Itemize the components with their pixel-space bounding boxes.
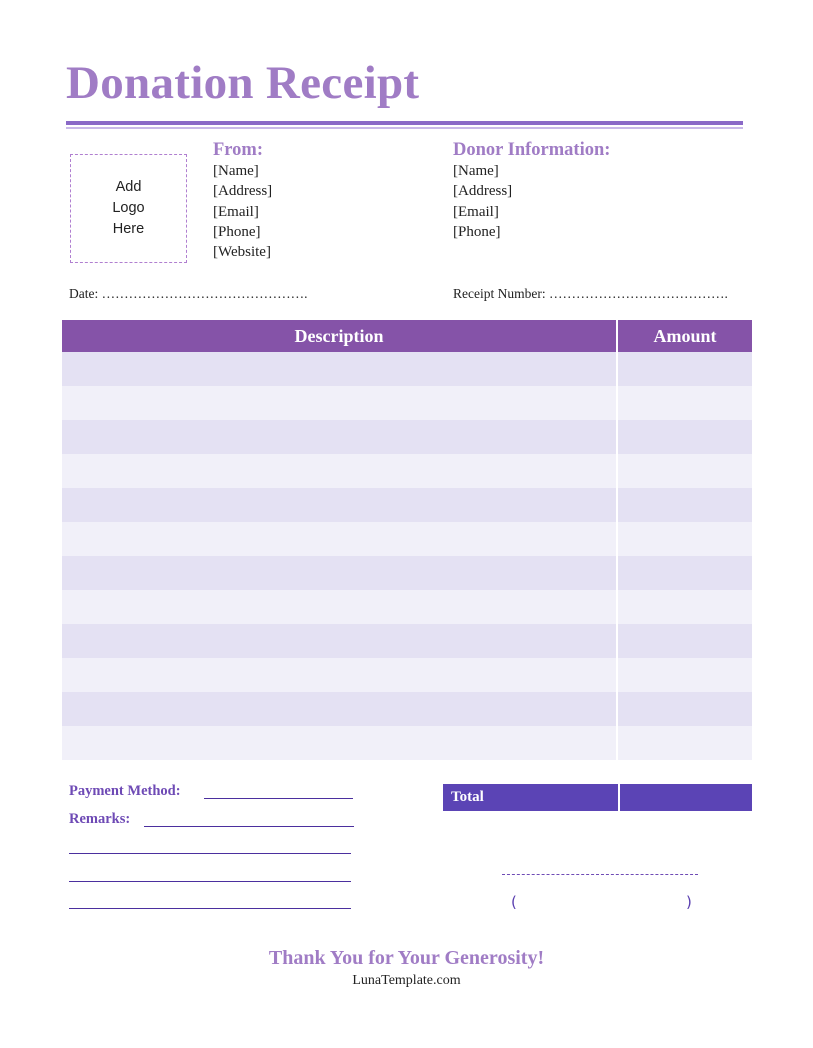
description-cell[interactable]: [62, 658, 616, 692]
payment-method-label: Payment Method:: [69, 783, 181, 799]
remarks-input-line-1[interactable]: [144, 826, 354, 827]
from-heading: From:: [213, 140, 263, 160]
table-row: [62, 454, 752, 488]
from-name[interactable]: [Name]: [213, 163, 259, 179]
table-row: [62, 658, 752, 692]
description-cell[interactable]: [62, 454, 616, 488]
amount-cell[interactable]: [616, 454, 752, 488]
table-row: [62, 352, 752, 386]
description-cell[interactable]: [62, 692, 616, 726]
description-cell[interactable]: [62, 624, 616, 658]
amount-cell[interactable]: [616, 488, 752, 522]
amount-cell[interactable]: [616, 386, 752, 420]
amount-cell[interactable]: [616, 420, 752, 454]
logo-placeholder[interactable]: [70, 154, 187, 263]
description-header: Description: [294, 325, 384, 346]
table-row: [62, 692, 752, 726]
amount-cell[interactable]: [616, 522, 752, 556]
website-credit: LunaTemplate.com: [352, 973, 461, 988]
amount-cell[interactable]: [616, 692, 752, 726]
remarks-input-line-4[interactable]: [69, 908, 351, 909]
from-phone[interactable]: [Phone]: [213, 223, 261, 240]
amount-cell[interactable]: [616, 590, 752, 624]
table-row: [62, 488, 752, 522]
amount-cell[interactable]: [616, 624, 752, 658]
total-row: [443, 784, 752, 811]
thank-you-message: Thank You for Your Generosity!: [268, 947, 545, 969]
payment-method-input[interactable]: [204, 798, 353, 799]
signature-name-close: ): [686, 893, 692, 911]
table-row: [62, 420, 752, 454]
from-address[interactable]: [Address]: [213, 183, 273, 200]
date-field[interactable]: Date: ……………………………………….: [69, 286, 308, 301]
remarks-input-line-3[interactable]: [69, 881, 351, 882]
document-title: Donation Receipt: [66, 57, 420, 109]
from-section: [213, 139, 272, 262]
logo-placeholder-text: Add Logo Here: [112, 179, 145, 237]
table-row: [62, 590, 752, 624]
table-row: [62, 726, 752, 760]
description-cell[interactable]: [62, 352, 616, 386]
amount-cell[interactable]: [616, 658, 752, 692]
title-divider-shadow: [66, 127, 743, 129]
receipt-number-field[interactable]: Receipt Number: ………………………………….: [453, 286, 728, 301]
donor-phone[interactable]: [Phone]: [453, 223, 501, 240]
description-cell[interactable]: [62, 726, 616, 760]
amount-cell[interactable]: [616, 556, 752, 590]
amount-cell[interactable]: [616, 352, 752, 386]
signature-name-open: (: [511, 893, 517, 911]
table-header: [62, 320, 752, 352]
description-cell[interactable]: [62, 556, 616, 590]
total-value[interactable]: [618, 784, 752, 811]
title-divider: [66, 121, 743, 125]
description-cell[interactable]: [62, 386, 616, 420]
table-row: [62, 386, 752, 420]
remarks-input-line-2[interactable]: [69, 853, 351, 854]
amount-header: Amount: [616, 320, 752, 352]
donor-address[interactable]: [Address]: [453, 183, 513, 200]
description-cell[interactable]: [62, 488, 616, 522]
signature-line[interactable]: [502, 874, 698, 875]
remarks-label: Remarks:: [69, 811, 131, 827]
table-body: [62, 352, 752, 760]
table-row: [62, 556, 752, 590]
amount-cell[interactable]: [616, 726, 752, 760]
from-website[interactable]: [Website]: [213, 244, 271, 261]
description-cell[interactable]: [62, 420, 616, 454]
donor-name[interactable]: [Name]: [453, 163, 499, 179]
donor-section: [453, 139, 610, 242]
total-label: Total: [451, 789, 484, 805]
from-email[interactable]: [Email]: [213, 203, 259, 220]
donor-email[interactable]: [Email]: [453, 203, 499, 220]
table-row: [62, 624, 752, 658]
description-cell[interactable]: [62, 522, 616, 556]
donor-heading: Donor Information:: [453, 140, 611, 160]
description-cell[interactable]: [62, 590, 616, 624]
table-row: [62, 522, 752, 556]
donation-table: [62, 320, 752, 760]
